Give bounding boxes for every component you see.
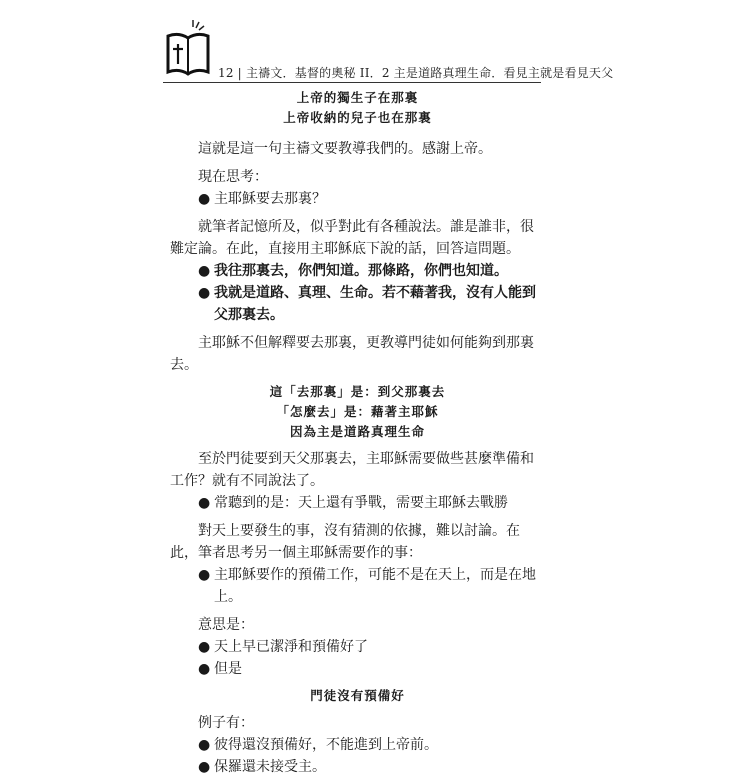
bullet-text: 天上早已潔淨和預備好了 <box>214 639 368 655</box>
bullet-dot: ● <box>198 495 211 511</box>
paragraph: 這就是這一句主禱文要教導我們的。感謝上帝。 <box>198 141 492 157</box>
paragraph: 就筆者記憶所及，似乎對此有各種說法。誰是誰非，很難定論。在此，直接用主耶穌底下說的話，回答這問題。 <box>170 219 534 257</box>
bullet-text: 我就是道路、真理、生命。若不藉著我，沒有人能到父那裏去。 <box>214 285 536 323</box>
bullet-dot: ● <box>198 639 211 655</box>
emphasis-line: 因為主是道路真理生命 <box>289 424 425 439</box>
emphasis-line: 上帝收納的兒子也在那裏 <box>283 110 432 125</box>
page-header <box>163 18 614 88</box>
bullet-dot: ● <box>198 263 211 279</box>
bullet-dot: ● <box>198 759 211 775</box>
bullet-text: 主耶穌要去那裏？ <box>214 191 326 207</box>
bullet-dot: ● <box>198 567 211 583</box>
paragraph: 對天上要發生的事，沒有猜測的依據，難以討論。在此，筆者思考另一個主耶穌需要作的事： <box>170 523 520 561</box>
bullet-item <box>170 492 545 514</box>
emphasis-line: 「怎麼去」是：藉著主耶穌 <box>276 404 439 419</box>
open-book-cross-icon <box>163 18 213 80</box>
bullet-item <box>170 564 545 608</box>
running-header: 12 | 主禱文．基督的奧秘 II．2 主是道路真理生命．看見主就是看見天父 <box>218 66 614 80</box>
bullet-item <box>170 188 545 210</box>
bullet-text: 保羅還未接受主。 <box>214 759 326 775</box>
bullet-dot: ● <box>198 661 211 677</box>
emphasis-line: 上帝的獨生子在那裏 <box>296 90 419 105</box>
bullet-text: 常聽到的是：天上還有爭戰，需要主耶穌去戰勝 <box>214 495 508 511</box>
bullet-item <box>170 734 545 756</box>
bullet-dot: ● <box>198 737 211 753</box>
bullet-text: 彼得還沒預備好，不能進到上帝前。 <box>214 737 438 753</box>
bullet-dot: ● <box>198 285 211 301</box>
bullet-item <box>170 282 545 326</box>
bullet-item <box>170 260 545 282</box>
bullet-item <box>170 658 545 680</box>
bullet-text: 但是 <box>214 661 242 677</box>
paragraph: 現在思考： <box>198 169 268 185</box>
paragraph: 例子有： <box>198 715 254 731</box>
paragraph: 意思是： <box>198 617 254 633</box>
emphasis-line: 這「去那裏」是：到父那裏去 <box>269 384 446 399</box>
bullet-item <box>170 636 545 658</box>
header-rule <box>163 82 541 83</box>
emphasis-line: 門徒沒有預備好 <box>310 688 405 703</box>
paragraph: 主耶穌不但解釋要去那裏，更教導門徒如何能夠到那裏去。 <box>170 335 534 373</box>
page-body <box>170 88 545 778</box>
bullet-item <box>170 756 545 778</box>
bullet-text: 主耶穌要作的預備工作，可能不是在天上，而是在地上。 <box>214 567 536 605</box>
bullet-text: 我往那裏去，你們知道。那條路，你們也知道。 <box>214 263 508 279</box>
bullet-dot: ● <box>198 191 211 207</box>
paragraph: 至於門徒要到天父那裏去，主耶穌需要做些甚麼準備和工作？就有不同說法了。 <box>170 451 534 489</box>
